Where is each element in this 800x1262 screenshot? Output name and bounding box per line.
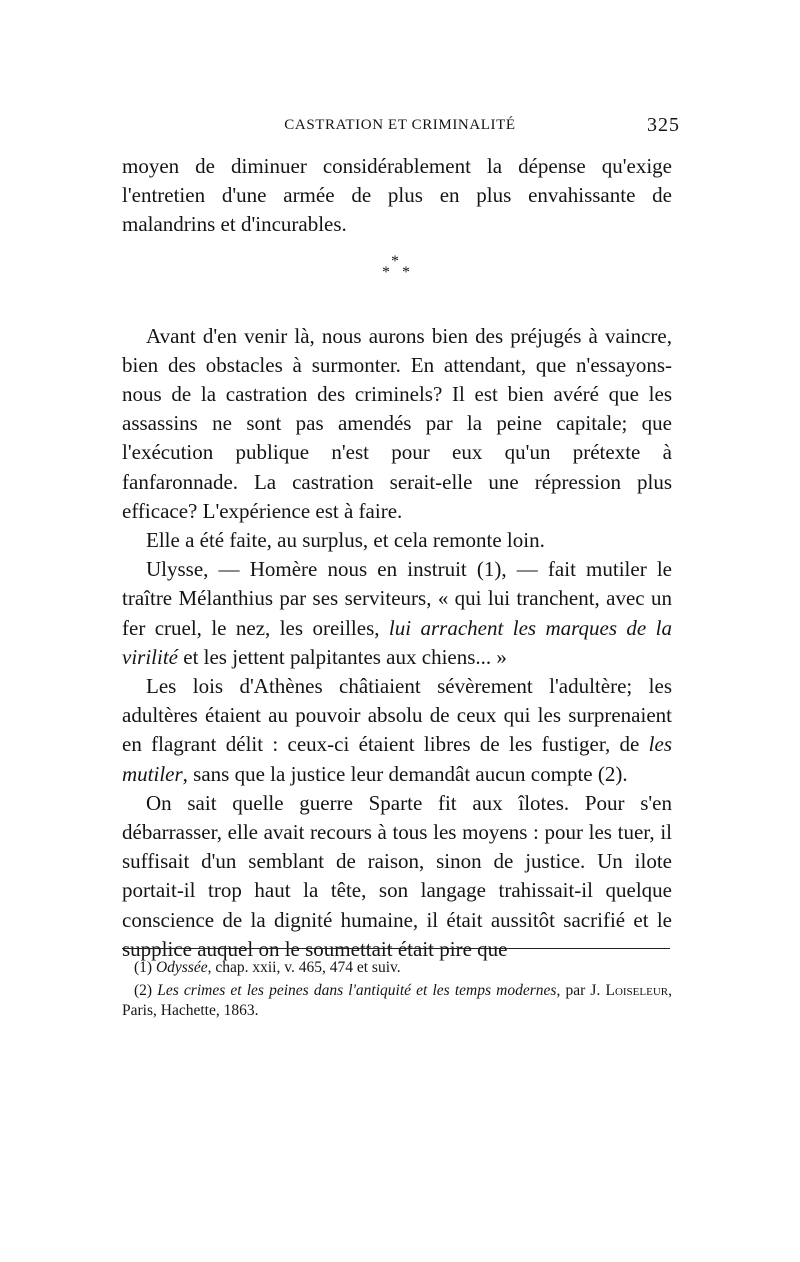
body-text	[122, 152, 672, 964]
footnote-title: Odyssée	[155, 959, 208, 976]
paragraph-text: , sans que la justice leur demandât aucun compte (2).	[182, 761, 628, 786]
paragraph-continuation: moyen de diminuer considérablement la dépense qu'exige l'entretien d'une armée de plus en plus envahissante de malandrins et d'incurables.	[122, 154, 672, 237]
paragraph-text: Ulysse, — Homère nous en instruit (1), — fait mutiler le traître Mélanthius par ses serviteurs, « qui lui tranchent, avec un fer cruel, le nez, les oreilles,	[122, 557, 672, 640]
paragraph-castration: Avant d'en venir là, nous aurons bien des préjugés à vaincre, bien des obstacles à surmonter. En attendant, que n'essayons-nous de la castration des criminels? Il est bien avéré que les assassins ne sont pas amendés par la peine capitale; que l'exécution publique n'est pour eux qu'un prétexte à fanfaronnade. La castration serait-elle une répression plus efficace? L'expérience est à faire.	[122, 323, 672, 523]
emphasized-phrase: les mutiler	[122, 732, 672, 786]
paragraph-text: Les lois d'Athènes châtiaient sévèrement l'adultère; les adultères étaient au pouvoir absolu de ceux qui les surprenaient en flagrant délit : ceux-ci étaient libres de les fustiger, de	[122, 674, 672, 757]
running-title: CASTRATION ET CRIMINALITÉ	[284, 117, 516, 133]
paragraph-text: et les jettent palpitantes aux chiens... »	[178, 644, 507, 669]
footnotes	[122, 958, 672, 1021]
paragraph-history: Elle a été faite, au surplus, et cela remonte loin.	[146, 528, 545, 553]
footnote-rule	[122, 948, 670, 949]
page-number: 325	[647, 114, 680, 136]
footnote-2	[122, 981, 672, 1021]
quoted-phrase: lui arrachent les marques de la virilité	[122, 615, 672, 669]
footnote-mark: (2)	[134, 982, 158, 999]
footnote-author: Loiseleur	[605, 982, 669, 999]
paragraph-athens	[122, 672, 672, 789]
paragraph-ulysses	[122, 555, 672, 672]
footnote-text: , par J.	[556, 982, 606, 999]
footnote-mark: (1)	[134, 959, 156, 976]
section-break-asterism	[122, 254, 672, 312]
asterism-star: *	[391, 252, 399, 270]
footnote-text: , Paris, Hachette, 1863.	[122, 982, 672, 1019]
footnote-1	[122, 958, 672, 978]
paragraph-sparta: On sait quelle guerre Sparte fit aux îlotes. Pour s'en débarrasser, elle avait recours à tous les moyens : pour les tuer, il suffisait d'un semblant de raison, sinon de justice. Un ilote portait-il trop haut la tête, son langage trahissait-il quelque conscience de la dignité humaine, il était aussitôt sacrifié et le supplice auquel on le soumettait était pire que	[122, 790, 672, 961]
asterism-star: *	[382, 263, 390, 281]
footnote-title: Les crimes et les peines dans l'antiquité et les temps modernes	[157, 982, 557, 999]
footnote-text: , chap. xxii, v. 465, 474 et suiv.	[207, 959, 401, 976]
asterism-star: *	[402, 263, 410, 281]
running-head	[120, 114, 680, 137]
